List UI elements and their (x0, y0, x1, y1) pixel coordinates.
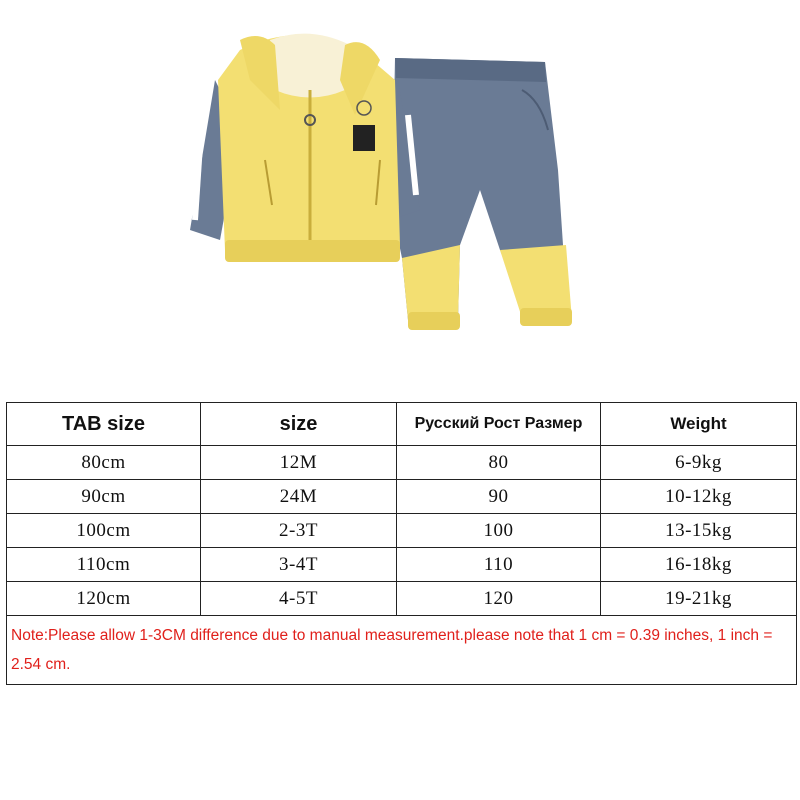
kids-tracksuit-image (180, 20, 600, 340)
cell-russian-size: 120 (397, 582, 601, 616)
cell-weight: 6-9kg (601, 446, 797, 480)
table-row (7, 446, 797, 480)
header-russian-size: Русский Рост Размер (397, 403, 601, 446)
table-row (7, 582, 797, 616)
cell-size: 24M (201, 480, 397, 514)
cell-size: 3-4T (201, 548, 397, 582)
cell-tab-size: 90cm (7, 480, 201, 514)
table-row (7, 548, 797, 582)
cell-russian-size: 100 (397, 514, 601, 548)
cell-size: 2-3T (201, 514, 397, 548)
table-header-row (7, 403, 797, 446)
table-row (7, 514, 797, 548)
table-row (7, 480, 797, 514)
cell-russian-size: 80 (397, 446, 601, 480)
header-weight: Weight (601, 403, 797, 446)
cell-tab-size: 120cm (7, 582, 201, 616)
cell-size: 4-5T (201, 582, 397, 616)
cell-tab-size: 110cm (7, 548, 201, 582)
header-tab-size: TAB size (7, 403, 201, 446)
size-chart-table (6, 402, 797, 685)
cell-size: 12M (201, 446, 397, 480)
product-image (180, 20, 600, 340)
cell-tab-size: 100cm (7, 514, 201, 548)
cell-weight: 19-21kg (601, 582, 797, 616)
cell-weight: 10-12kg (601, 480, 797, 514)
pants-illustration (392, 58, 572, 330)
note-row (7, 616, 797, 685)
measurement-note: Note:Please allow 1-3CM difference due to manual measurement.please note that 1 cm = 0.39 inches, 1 inch = 2.54 cm. (7, 616, 797, 685)
cell-russian-size: 90 (397, 480, 601, 514)
cell-russian-size: 110 (397, 548, 601, 582)
cell-tab-size: 80cm (7, 446, 201, 480)
cell-weight: 16-18kg (601, 548, 797, 582)
jacket-illustration (190, 34, 420, 262)
cell-weight: 13-15kg (601, 514, 797, 548)
header-size: size (201, 403, 397, 446)
